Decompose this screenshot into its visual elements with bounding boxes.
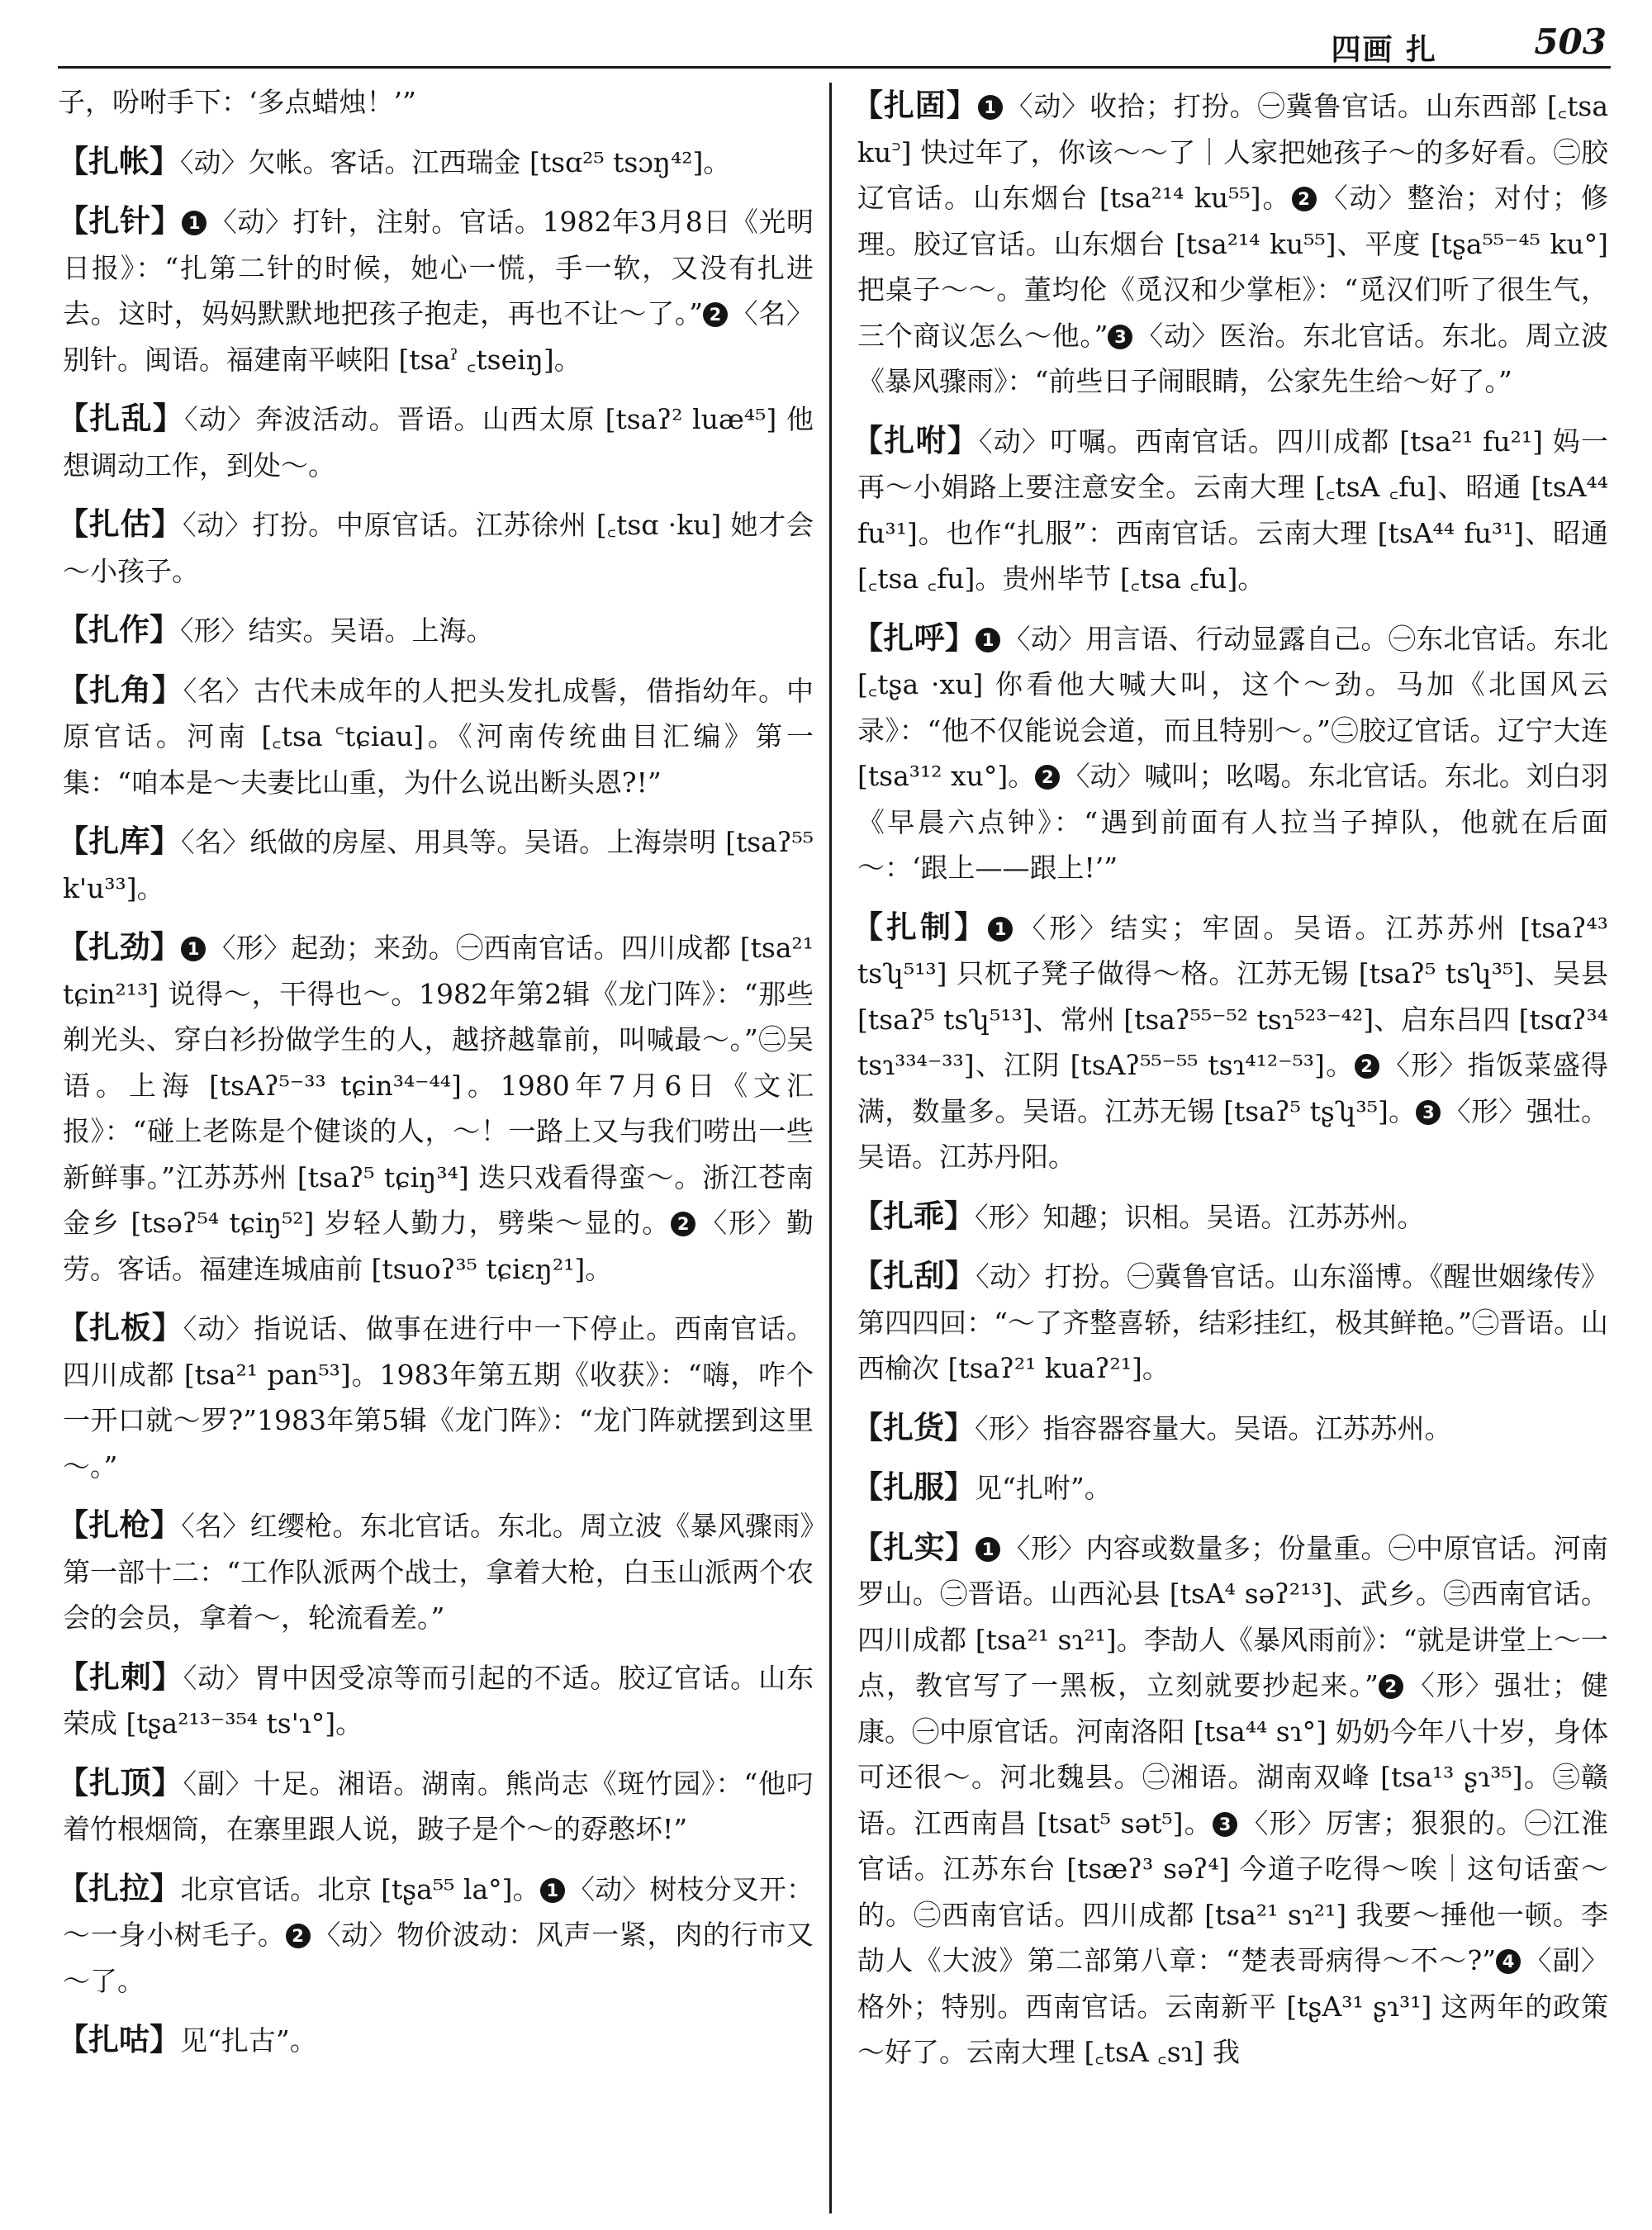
sense-number: 1 xyxy=(976,628,1000,652)
sense-number: 1 xyxy=(976,1537,1000,1562)
sense-number: 2 xyxy=(703,302,728,327)
dictionary-entry xyxy=(852,418,1608,602)
entry-definition: 〈形〉指容器容量大。吴语。江苏苏州。 xyxy=(975,1412,1452,1445)
sense-number: 1 xyxy=(978,95,1003,120)
entry-definition: 〈名〉古代未成年的人把头发扎成髻，借指幼年。中原官话。河南 [꜀tsa ꜂tɕiau]。《河南传统曲目汇编》第一集：“咱本是～夫妻比山重，为什么说出断头恩?!” xyxy=(63,674,814,799)
dictionary-entry xyxy=(58,501,814,594)
entry-definition: 〈名〉红缨枪。东北官话。东北。周立波《暴风骤雨》第一部十二：“工作队派两个战士，拿着大枪，白玉山派两个农会的会员，拿着～，轮流看差。” xyxy=(63,1510,814,1634)
entry-definition: 1 〈动〉用言语、行动显露自己。㊀东北官话。东北 [꜀tʂa ·xu] 你看他大喊大叫，这个～劲。马加《北国风云录》：“他不仅能说会道，而且特别～。”㊁胶辽官话。辽宁大连 [tsa³¹² xu°]。 2 〈动〉喊叫；吆喝。东北官话。东北。刘白羽《早晨六点钟》：“遇到前面有人拉当子掉队，他就在后面～：‘跟上——跟上!’” xyxy=(857,622,1608,884)
entry-definition: 〈名〉纸做的房屋、用具等。吴语。上海崇明 [tsaʔ⁵⁵ k'u³³]。 xyxy=(63,826,814,904)
entry-headword: 【扎乖】 xyxy=(852,1198,975,1234)
dictionary-entry xyxy=(852,615,1608,891)
entry-definition: 〈动〉欠帐。客话。江西瑞金 [tsɑ²⁵ tsɔŋ⁴²]。 xyxy=(180,145,731,178)
dictionary-entry xyxy=(58,1654,814,1747)
entry-definition: 〈动〉胃中因受凉等而引起的不适。胶辽官话。山东荣成 [tʂa²¹³⁻³⁵⁴ ts'ɿ°]。 xyxy=(63,1661,814,1739)
entry-definition: 见“扎古”。 xyxy=(180,2024,317,2057)
entry-definition: 见“扎咐”。 xyxy=(975,1472,1112,1504)
entry-headword: 【扎呼】 xyxy=(852,619,976,656)
dictionary-entry xyxy=(58,139,814,186)
entry-headword: 【扎库】 xyxy=(58,823,181,859)
sense-number: 2 xyxy=(1355,1054,1379,1079)
entry-continuation xyxy=(58,83,814,126)
entry-definition: 〈形〉知趣；识相。吴语。江苏苏州。 xyxy=(975,1200,1425,1233)
dictionary-entry xyxy=(852,1464,1608,1511)
entry-definition: 〈动〉叮嘱。西南官话。四川成都 [tsa²¹ fu²¹] 妈一再～小娟路上要注意安全。云南大理 [꜀tsA ꜀fu]、昭通 [tsA⁴⁴ fu³¹]。也作“扎服”：西南官话。云南大理 [tsA⁴⁴ fu³¹]、昭通 [꜀tsa ꜀fu]。贵州毕节 [꜀tsa ꜀fu]。 xyxy=(857,425,1608,595)
right-column xyxy=(852,83,1608,2213)
entry-definition: 〈形〉结实。吴语。上海。 xyxy=(180,614,494,647)
entry-headword: 【扎枪】 xyxy=(58,1507,182,1543)
entry-headword: 【扎刮】 xyxy=(852,1258,976,1293)
entry-headword: 【扎估】 xyxy=(58,506,183,542)
entry-definition: 北京官话。北京 [tʂa⁵⁵ la°]。 1 〈动〉树枝分叉开：～一身小树毛子。 2 〈动〉物价波动：风声一紧，肉的行市又～了。 xyxy=(63,1872,814,1997)
sense-number: 4 xyxy=(1496,1949,1521,1974)
entry-headword: 【扎板】 xyxy=(58,1310,183,1345)
entry-headword: 【扎固】 xyxy=(852,88,978,123)
entry-definition: 1 〈形〉结实；牢固。吴语。江苏苏州 [tsaʔ⁴³ tsʮ⁵¹³] 只杌子凳子做得～格。江苏无锡 [tsaʔ⁵ tsʮ³⁵]、吴县 [tsaʔ⁵ tsʮ⁵¹³]、常州 [tsaʔ⁵⁵⁻⁵² tsɿ⁵²³⁻⁴²]、启东吕四 [tsɑʔ³⁴ tsɿ³³⁴⁻³³]、江阴 [tsAʔ⁵⁵⁻⁵⁵ tsɿ⁴¹²⁻⁵³]。 2 〈形〉指饭菜盛得满，数量多。吴语。江苏无锡 [tsaʔ⁵ tʂʮ³⁵]。 3 〈形〉强壮。吴语。江苏丹阳。 xyxy=(857,911,1608,1173)
entry-headword: 【扎实】 xyxy=(852,1529,976,1565)
sense-number: 1 xyxy=(182,211,206,235)
entry-headword: 【扎帐】 xyxy=(58,143,180,179)
sense-number: 1 xyxy=(181,937,206,961)
sense-number: 3 xyxy=(1416,1100,1441,1125)
entry-headword: 【扎货】 xyxy=(852,1409,975,1445)
dictionary-entry xyxy=(852,1193,1608,1241)
dictionary-entry xyxy=(852,83,1608,405)
dictionary-entry xyxy=(58,1760,814,1853)
column-divider xyxy=(829,83,832,2213)
dictionary-entry xyxy=(58,1305,814,1489)
left-column xyxy=(58,83,814,2213)
dictionary-entry xyxy=(58,396,814,488)
entry-definition: 1 〈形〉内容或数量多；份量重。㊀中原官话。河南罗山。㊁晋语。山西沁县 [tsA⁴ səʔ²¹³]、武乡。㊂西南官话。四川成都 [tsa²¹ sɿ²¹]。李劼人《暴风雨前》：“就是讲堂上～一点，教官写了一黑板，立刻就要抄起来。” 2 〈形〉强壮；健康。㊀中原官话。河南洛阳 [tsa⁴⁴ sɿ°] 奶奶今年八十岁，身体可还很～。河北魏县。㊁湘语。湖南双峰 [tsa¹³ ʂɿ³⁵]。㊂赣语。江西南昌 [tsat⁵ sət⁵]。 3 〈形〉厉害；狠狠的。㊀江淮官话。江苏东台 [tsæʔ³ səʔ⁴] 今道子吃得～唉｜这句话蛮～的。㊁西南官话。四川成都 [tsa²¹ sɿ²¹] 我要～捶他一顿。李劼人《大波》第二部第八章：“楚表哥病得～不～?” 4 〈副〉格外；特别。西南官话。云南新平 [tʂA³¹ ʂɿ³¹] 这两年的政策～好了。云南大理 [꜀tsA ꜀sɿ] 我 xyxy=(857,1531,1608,2068)
entry-headword: 【扎服】 xyxy=(852,1469,975,1505)
entry-headword: 【扎针】 xyxy=(58,203,183,239)
entry-headword: 【扎作】 xyxy=(58,612,180,648)
sense-number: 2 xyxy=(1292,187,1317,211)
entry-definition: 〈动〉指说话、做事在进行中一下停止。西南官话。四川成都 [tsa²¹ pan⁵³]。1983年第五期《收获》：“嗨，咋个一开口就～罗?”1983年第5辑《龙门阵》：“龙门阵就摆到这里～。” xyxy=(63,1312,814,1483)
sense-number: 3 xyxy=(1108,325,1132,349)
entry-definition: 〈动〉打扮。㊀冀鲁官话。山东淄博。《醒世姻缘传》第四四回：“～了齐整喜轿，结彩挂红，极其鲜艳。”㊁晋语。山西榆次 [tsaʔ²¹ kuaʔ²¹]。 xyxy=(857,1260,1608,1384)
entry-headword: 【扎乱】 xyxy=(58,401,185,436)
sense-number: 2 xyxy=(286,1924,311,1948)
entry-definition: 1 〈形〉起劲；来劲。㊀西南官话。四川成都 [tsa²¹ tɕin²¹³] 说得～，干得也～。1982年第2辑《龙门阵》：“那些剃光头、穿白衫扮做学生的人，越挤越靠前，叫喊最～。”㊁吴语。上海 [tsAʔ⁵⁻³³ tɕin³⁴⁻⁴⁴]。1980年7月6日《文汇报》：“碰上老陈是个健谈的人，～！一路上又与我们唠出一些新鲜事。”江苏苏州 [tsaʔ⁵ tɕiŋ³⁴] 迭只戏看得蛮～。浙江苍南金乡 [tsəʔ⁵⁴ tɕiŋ⁵²] 岁轻人勤力，劈柴～显的。 2 〈形〉勤劳。客话。福建连城庙前 [tsuoʔ³⁵ tɕiɛŋ²¹]。 xyxy=(63,932,814,1285)
sense-number: 2 xyxy=(671,1212,695,1236)
dictionary-entry xyxy=(58,1866,814,2005)
dictionary-entry xyxy=(852,904,1608,1180)
dictionary-entry xyxy=(58,924,814,1292)
dictionary-entry xyxy=(58,2017,814,2064)
page-number: 503 xyxy=(1534,21,1607,62)
dictionary-entry xyxy=(852,1253,1608,1392)
sense-number: 3 xyxy=(1213,1812,1237,1837)
entry-headword: 【扎咐】 xyxy=(852,422,980,458)
section-title: 四画 扎 xyxy=(1331,32,1437,67)
dictionary-entry xyxy=(58,607,814,654)
dictionary-entry xyxy=(852,1405,1608,1452)
dictionary-entry xyxy=(852,1525,1608,2076)
entry-headword: 【扎制】 xyxy=(852,909,989,945)
dictionary-entry xyxy=(58,818,814,911)
page-header xyxy=(58,18,1611,69)
dictionary-entry xyxy=(58,1502,814,1641)
sense-number: 1 xyxy=(988,917,1013,942)
entry-definition: 〈副〉十足。湘语。湖南。熊尚志《斑竹园》：“他叼着竹根烟筒，在寨里跟人说，跛子是个～的孬憨坏!” xyxy=(63,1767,814,1845)
sense-number: 1 xyxy=(540,1878,565,1903)
entry-definition: 〈动〉打扮。中原官话。江苏徐州 [꜀tsɑ ·ku] 她才会～小孩子。 xyxy=(63,509,814,587)
dictionary-entry xyxy=(58,667,814,806)
entry-definition: 子，吩咐手下：‘多点蜡烛！’” xyxy=(58,86,416,118)
entry-definition: 1 〈动〉打针，注射。官话。1982年3月8日《光明日报》：“扎第二针的时候，她心一慌，手一软，又没有扎进去。这时，妈妈默默地把孩子抱走，再也不让～了。” 2 〈名〉别针。闽语。福建南平峡阳 [tsaˀ ꜀tseiŋ]。 xyxy=(63,206,814,376)
entry-definition: 〈动〉奔波活动。晋语。山西太原 [tsaʔ² luæ⁴⁵] 他想调动工作，到处～。 xyxy=(63,403,814,482)
sense-number: 2 xyxy=(1035,765,1060,790)
entry-headword: 【扎角】 xyxy=(58,671,183,708)
entry-headword: 【扎顶】 xyxy=(58,1764,183,1801)
entry-headword: 【扎刺】 xyxy=(58,1658,183,1695)
entry-headword: 【扎拉】 xyxy=(58,1870,181,1906)
entry-headword: 【扎咕】 xyxy=(58,2022,180,2057)
sense-number: 2 xyxy=(1379,1674,1403,1699)
entry-definition: 1 〈动〉收拾；打扮。㊀冀鲁官话。山东西部 [꜀tsa ku꜄] 快过年了，你该～～了｜人家把她孩子～的多好看。㊁胶辽官话。山东烟台 [tsa²¹⁴ ku⁵⁵]。 2 〈动〉整治；对付；修理。胶辽官话。山东烟台 [tsa²¹⁴ ku⁵⁵]、平度 [tʂa⁵⁵⁻⁴⁵ ku°] 把桌子～～。董均伦《觅汉和少掌柜》：“觅汉们听了很生气，三个商议怎么～他。” 3 〈动〉医治。东北官话。东北。周立波《暴风骤雨》：“前些日子闹眼睛，公家先生给～好了。” xyxy=(857,90,1608,397)
entry-headword: 【扎劲】 xyxy=(58,929,182,965)
dictionary-entry xyxy=(58,198,814,382)
